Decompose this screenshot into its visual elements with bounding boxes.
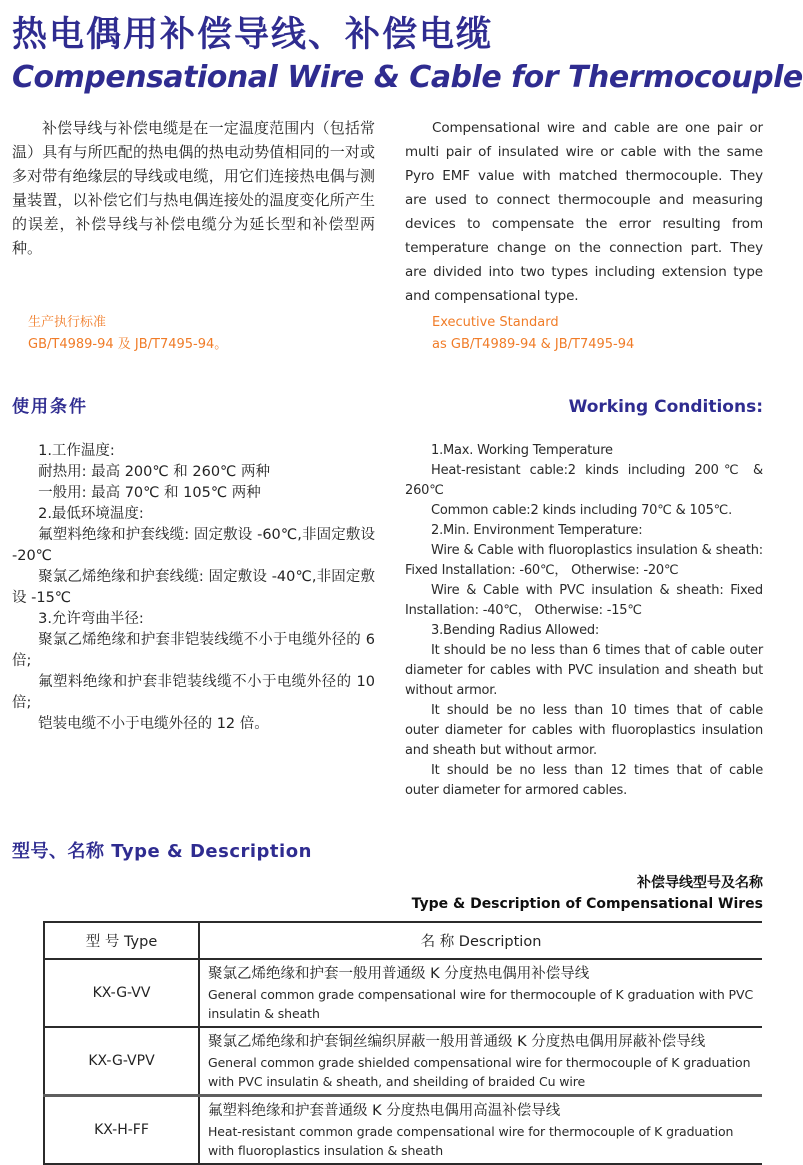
condition-line: It should be no less than 10 times that of cable outer diameter for cables with fluoroplastics insulation and sheath but without armor. (405, 703, 763, 758)
description-zh: 聚氯乙烯绝缘和护套一般用普通级 K 分度热电偶用补偿导线 (208, 966, 590, 982)
standard-value-zh: GB/T4989-94 及 JB/T7495-94。 (28, 337, 228, 352)
intro-column-zh (12, 116, 375, 260)
condition-line: 2.Min. Environment Temperature: (431, 523, 643, 538)
intro-section (12, 116, 763, 308)
intro-column-en (405, 116, 763, 308)
description-en: General common grade shielded compensational wire for thermocouple of K graduation with PVC insulatin & sheath, and sheilding of braided Cu wire (208, 1055, 751, 1089)
condition-line: 1.工作温度: (38, 443, 115, 459)
conditions-column-en (405, 441, 763, 801)
standard-label-en: Executive Standard (432, 315, 559, 330)
table-caption-en: Type & Description of Compensational Wires (411, 896, 763, 912)
condition-line: 聚氯乙烯绝缘和护套线缆: 固定敷设 -40℃,非固定敷设 -15℃ (12, 569, 375, 606)
description-en: Heat-resistant common grade compensational wire for thermocouple of K graduation with fluoroplastics insulation & sheath (208, 1124, 734, 1158)
table-row (44, 959, 762, 1027)
standard-block-zh (12, 312, 375, 356)
condition-line: 铠装电缆不小于电缆外径的 12 倍。 (38, 716, 269, 732)
standard-value-en: as GB/T4989-94 & JB/T7495-94 (432, 337, 635, 352)
standard-label-zh: 生产执行标准 (28, 315, 107, 330)
condition-line: Common cable:2 kinds including 70℃ & 105℃. (431, 503, 733, 518)
description-zh: 氟塑料绝缘和护套普通级 K 分度热电偶用高温补偿导线 (208, 1103, 561, 1119)
condition-line: 3.Bending Radius Allowed: (431, 623, 600, 638)
table-row (44, 1027, 762, 1096)
column-header-description: 名 称 Description (199, 922, 762, 959)
condition-line: It should be no less than 12 times that of cable outer diameter for armored cables. (405, 763, 763, 798)
working-conditions-section (12, 441, 763, 801)
intro-paragraph-zh: 补偿导线与补偿电缆是在一定温度范围内（包括常温）具有与所匹配的热电偶的热电动势值相同的一对或多对带有绝缘层的导线或电缆，用它们连接热电偶与测量装置，以补偿它们与热电偶连接处的温度变化所产生的误差，补偿导线与补偿电缆分为延长型和补偿型两种。 (12, 119, 375, 257)
table-caption-zh: 补偿导线型号及名称 (637, 875, 763, 891)
condition-line: 聚氯乙烯绝缘和护套非铠装线缆不小于电缆外径的 6 倍; (12, 632, 375, 669)
intro-paragraph-en: Compensational wire and cable are one pair or multi pair of insulated wire or cable with the same Pyro EMF value with matched thermocouple. They are used to connect thermocouple and measuring devices to compensate the error resulting from temperature change on the connection part. They are divided into two types including extension type and compensational type. (405, 120, 763, 304)
condition-line: Wire & Cable with fluoroplastics insulation & sheath: Fixed Installation: -60℃， Otherwise: -20℃ (405, 543, 763, 578)
description-cell (199, 1027, 762, 1096)
condition-line: 氟塑料绝缘和护套线缆: 固定敷设 -60℃,非固定敷设 -20℃ (12, 527, 375, 564)
page-title-zh: 热电偶用补偿导线、补偿电缆 (12, 15, 494, 55)
page-title-en: Compensational Wire & Cable for Thermocouple (12, 60, 803, 95)
standard-block-en (405, 312, 763, 356)
description-cell (199, 1096, 762, 1165)
working-conditions-heading-en: Working Conditions: (568, 397, 763, 417)
type-cell: KX-H-FF (44, 1096, 199, 1165)
table-row (44, 1096, 762, 1165)
description-en: General common grade compensational wire for thermocouple of K graduation with PVC insulatin & sheath (208, 987, 754, 1021)
condition-line: 1.Max. Working Temperature (431, 443, 613, 458)
executive-standard-section (12, 312, 763, 356)
condition-line: 耐热用: 最高 200℃ 和 260℃ 两种 (38, 464, 270, 480)
description-zh: 聚氯乙烯绝缘和护套铜丝编织屏蔽一般用普通级 K 分度热电偶用屏蔽补偿导线 (208, 1034, 706, 1050)
types-table (43, 921, 762, 1165)
type-cell: KX-G-VPV (44, 1027, 199, 1096)
column-header-type: 型 号 Type (44, 922, 199, 959)
condition-line: 氟塑料绝缘和护套非铠装线缆不小于电缆外径的 10 倍; (12, 674, 375, 711)
working-conditions-heading-zh: 使用条件 (12, 397, 88, 417)
condition-line: 一般用: 最高 70℃ 和 105℃ 两种 (38, 485, 261, 501)
type-cell: KX-G-VV (44, 959, 199, 1027)
type-section-heading: 型号、名称 Type & Description (12, 841, 312, 862)
condition-line: It should be no less than 6 times that of cable outer diameter for cables with PVC insulation and sheath but without armor. (405, 643, 763, 698)
description-cell (199, 959, 762, 1027)
condition-line: Wire & Cable with PVC insulation & sheath: Fixed Installation: -40℃， Otherwise: -15℃ (405, 583, 763, 618)
working-conditions-heading-row (12, 392, 763, 417)
condition-line: Heat-resistant cable:2 kinds including 200℃ & 260℃ (405, 463, 763, 498)
table-captions (12, 873, 763, 915)
condition-line: 2.最低环境温度: (38, 506, 144, 522)
condition-line: 3.允许弯曲半径: (38, 611, 144, 627)
table-header-row (44, 922, 762, 959)
conditions-column-zh (12, 441, 375, 735)
